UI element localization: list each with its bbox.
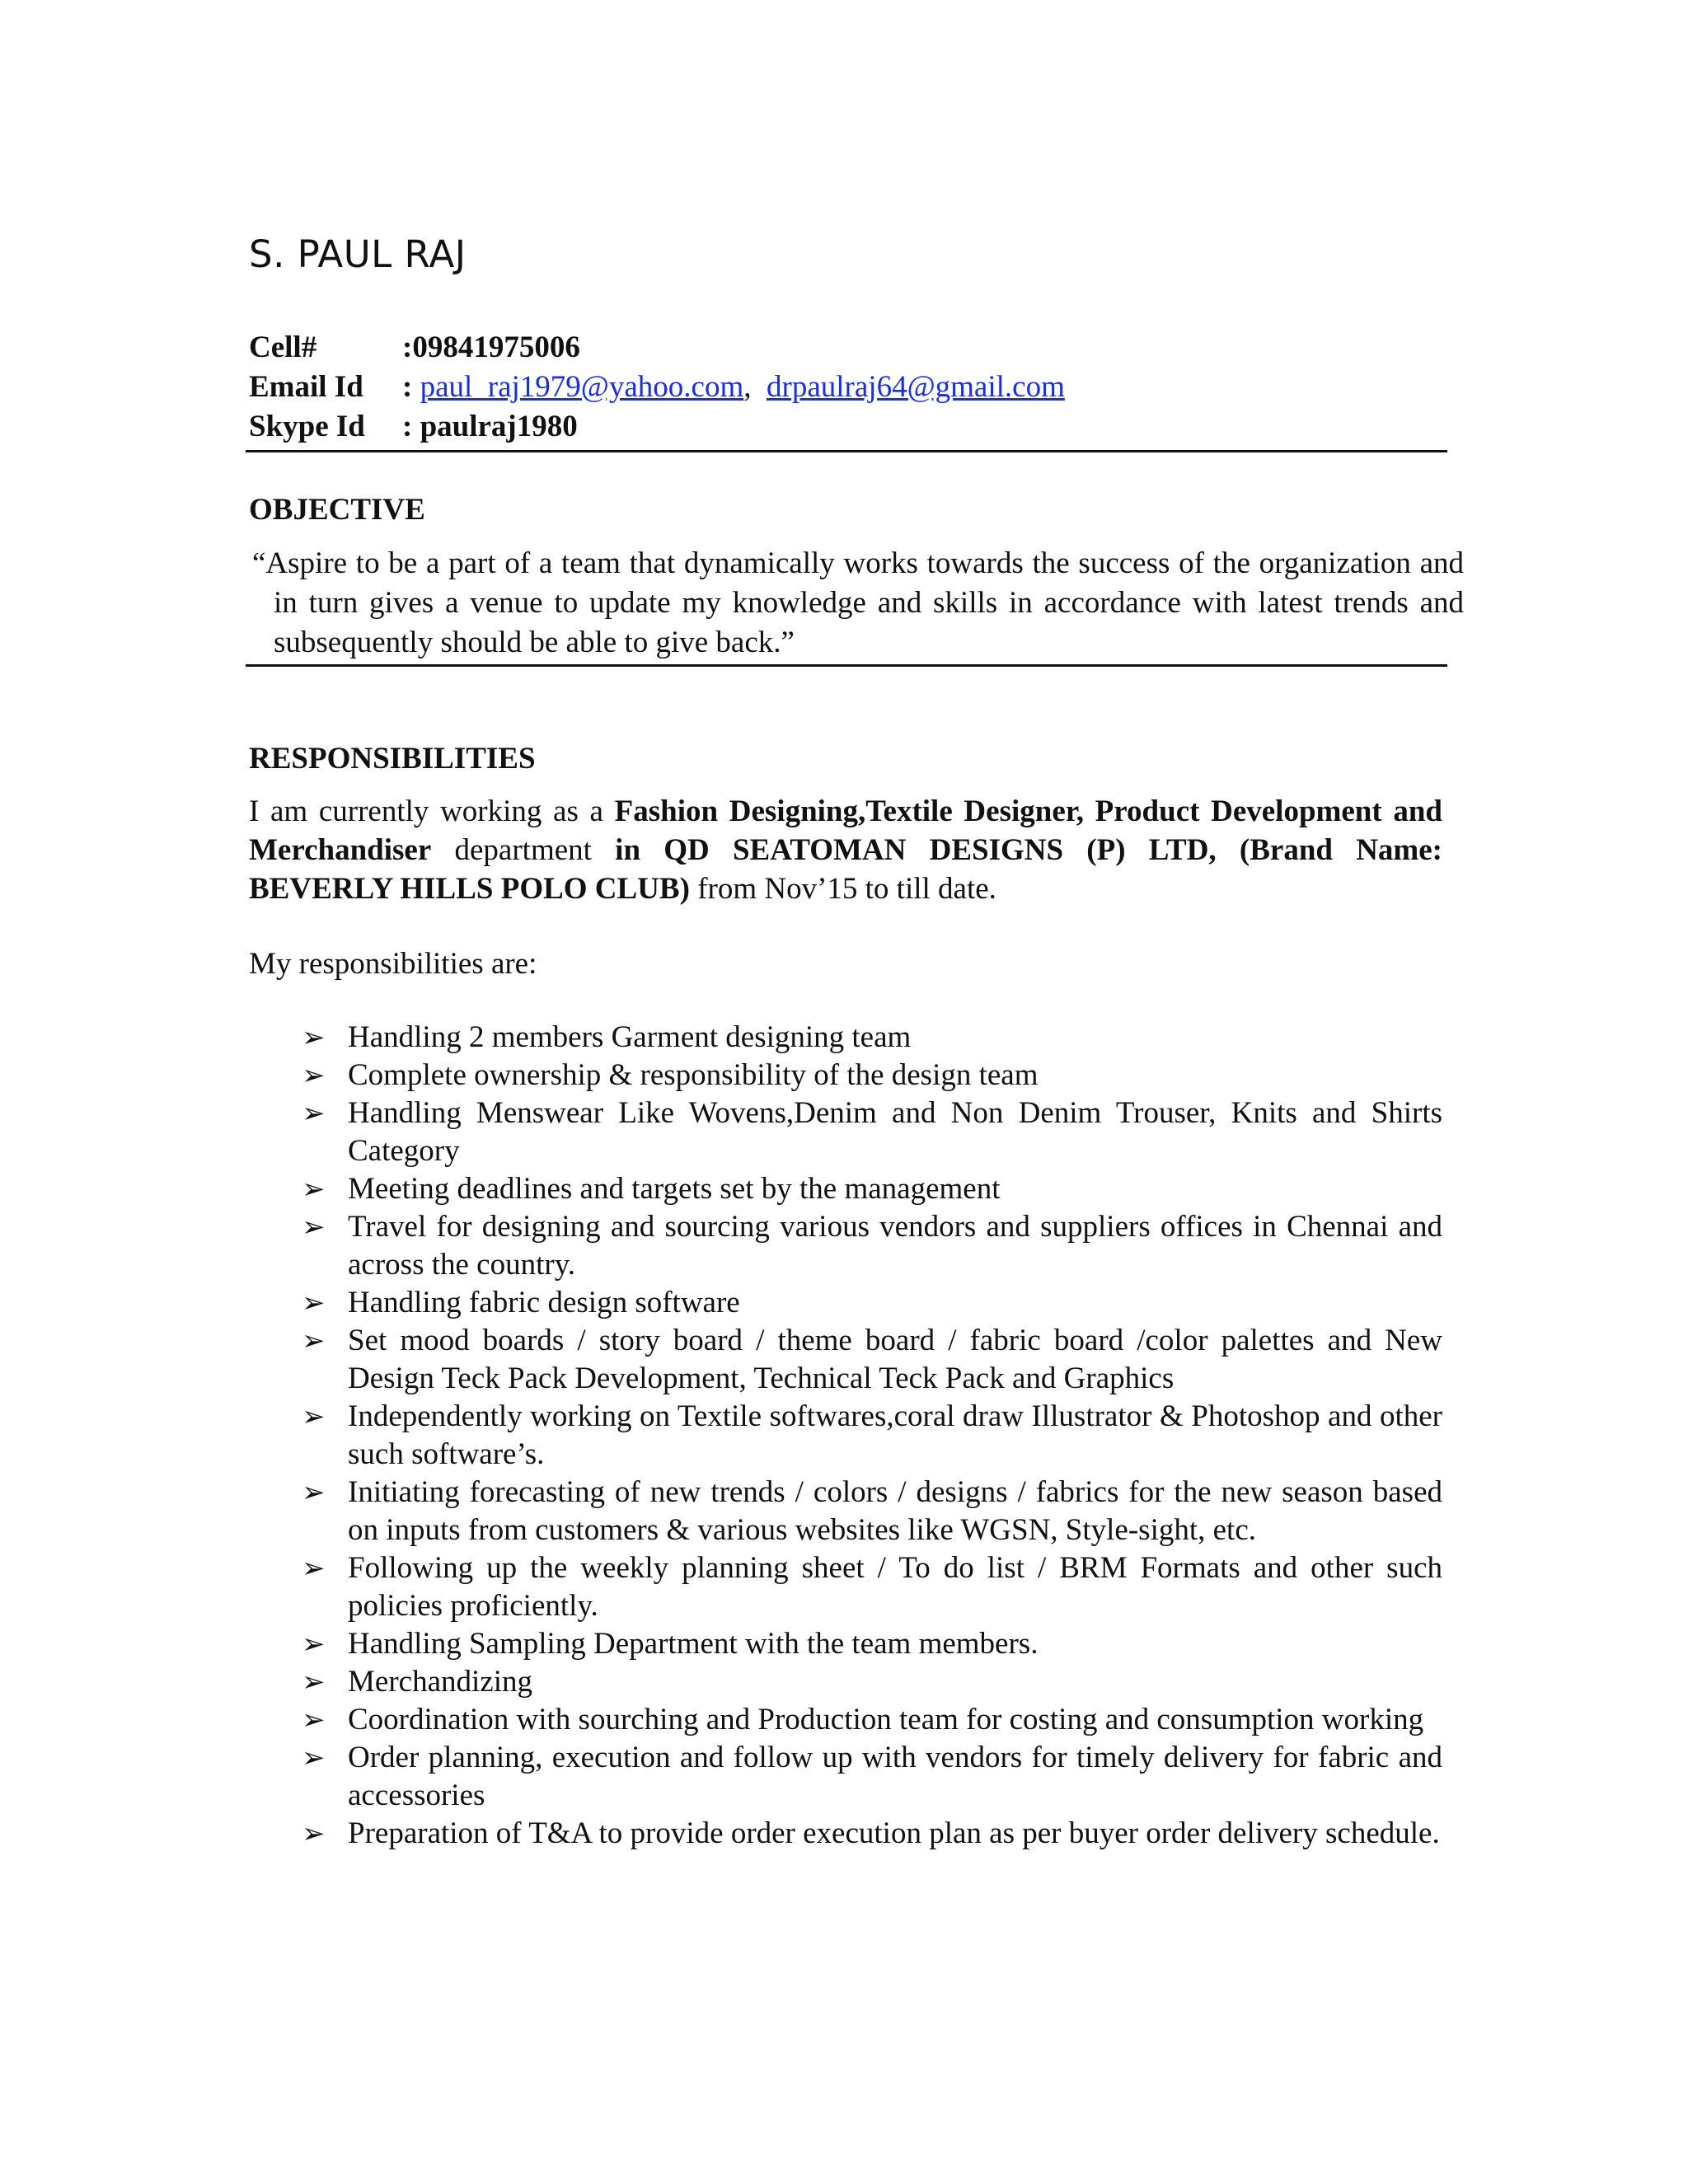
email-prefix: : (402, 370, 420, 404)
arrow-bullet-icon: ➢ (302, 1704, 326, 1736)
list-item-text: Meeting deadlines and targets set by the management (348, 1172, 1001, 1206)
responsibilities-intro (249, 792, 1442, 908)
email-link-gmail[interactable]: drpaulraj64@gmail.com (767, 370, 1065, 404)
list-item (249, 1208, 1442, 1284)
list-item (249, 1701, 1442, 1739)
list-item-text: Coordination with sourching and Production team for costing and consumption working (348, 1703, 1424, 1736)
divider-top (246, 450, 1447, 452)
list-item-text: Merchandizing (348, 1665, 532, 1699)
arrow-bullet-icon: ➢ (302, 1173, 326, 1206)
candidate-name: S. PAUL RAJ (249, 232, 467, 276)
list-item-text: Handling fabric design software (348, 1286, 740, 1319)
list-item-text: Handling Sampling Department with the team members. (348, 1627, 1039, 1661)
intro-text-2: department (431, 833, 616, 867)
arrow-bullet-icon: ➢ (302, 1552, 326, 1585)
intro-text-3: from Nov’15 to till date. (689, 872, 996, 906)
arrow-bullet-icon: ➢ (302, 1021, 326, 1054)
email-separator: , (743, 370, 752, 404)
list-item (249, 1398, 1442, 1474)
list-item (249, 1663, 1442, 1701)
cell-label: Cell# (249, 330, 317, 364)
email-label: Email Id (249, 370, 363, 404)
list-item (249, 1549, 1442, 1625)
list-item-text: Handling 2 members Garment designing team (348, 1020, 912, 1054)
arrow-bullet-icon: ➢ (302, 1400, 326, 1433)
arrow-bullet-icon: ➢ (302, 1476, 326, 1509)
intro-text-1: I am currently working as a (249, 794, 615, 828)
list-item-text: Set mood boards / story board / theme board / fabric board /color palettes and New Design Teck Pack Development, Technical Teck Pack and Graphics (348, 1324, 1442, 1395)
list-item (249, 1739, 1442, 1815)
intro-company: in QD SEATOMAN DESIGNS (P) LTD, (Brand Name: BEVERLY HILLS POLO CLUB) (249, 833, 1442, 906)
arrow-bullet-icon: ➢ (302, 1741, 326, 1774)
list-item-text: Following up the weekly planning sheet / To do list / BRM Formats and other such policies proficiently. (348, 1551, 1442, 1623)
objective-heading: OBJECTIVE (249, 493, 425, 527)
intro-role: Fashion Designing,Textile Designer, Product Development and Merchandiser (249, 794, 1442, 867)
list-item (249, 1815, 1442, 1853)
list-item (249, 1094, 1442, 1170)
list-item-text: Order planning, execution and follow up with vendors for timely delivery for fabric and accessories (348, 1741, 1442, 1812)
cell-row (249, 328, 1446, 368)
arrow-bullet-icon: ➢ (302, 1666, 326, 1699)
skype-label: Skype Id (249, 410, 365, 443)
list-item-text: Travel for designing and sourcing various vendors and suppliers offices in Chennai and across the country. (348, 1210, 1442, 1282)
list-item (249, 1057, 1442, 1094)
arrow-bullet-icon: ➢ (302, 1628, 326, 1661)
list-item-text: Handling Menswear Like Wovens,Denim and Non Denim Trouser, Knits and Shirts Category (348, 1096, 1442, 1168)
skype-value: : paulraj1980 (402, 410, 578, 443)
arrow-bullet-icon: ➢ (302, 1324, 326, 1357)
list-item (249, 1019, 1442, 1057)
list-item (249, 1474, 1442, 1549)
email-row (249, 368, 1446, 407)
list-item-text: Initiating forecasting of new trends / colors / designs / fabrics for the new season based on inputs from customers & various websites like WGSN, Style-sight, etc. (348, 1475, 1442, 1547)
list-item (249, 1170, 1442, 1208)
responsibilities-lead: My responsibilities are: (249, 947, 537, 981)
list-item (249, 1322, 1442, 1398)
list-item-text: Preparation of T&A to provide order execution plan as per buyer order delivery schedule. (348, 1816, 1440, 1850)
cell-value: :09841975006 (402, 330, 580, 364)
list-item-text: Independently working on Textile softwares,coral draw Illustrator & Photoshop and other such software’s. (348, 1399, 1442, 1471)
objective-text: “Aspire to be a part of a team that dynamically works towards the success of the organization and in turn gives a venue to update my knowledge and skills in accordance with latest trends and subsequently should be able to give back.” (252, 546, 1464, 659)
arrow-bullet-icon: ➢ (302, 1286, 326, 1319)
arrow-bullet-icon: ➢ (302, 1817, 326, 1850)
email-link-yahoo[interactable]: paul_raj1979@yahoo.com (420, 370, 744, 404)
email-value (402, 368, 1065, 407)
list-item (249, 1284, 1442, 1322)
divider-objective (246, 664, 1447, 667)
responsibilities-list (249, 1019, 1442, 1853)
arrow-bullet-icon: ➢ (302, 1211, 326, 1244)
skype-row (249, 407, 1446, 447)
list-item-text: Complete ownership & responsibility of the design team (348, 1058, 1039, 1092)
contact-block (249, 328, 1446, 447)
arrow-bullet-icon: ➢ (302, 1059, 326, 1092)
list-item (249, 1625, 1442, 1663)
responsibilities-heading: RESPONSIBILITIES (249, 742, 536, 776)
arrow-bullet-icon: ➢ (302, 1097, 326, 1130)
